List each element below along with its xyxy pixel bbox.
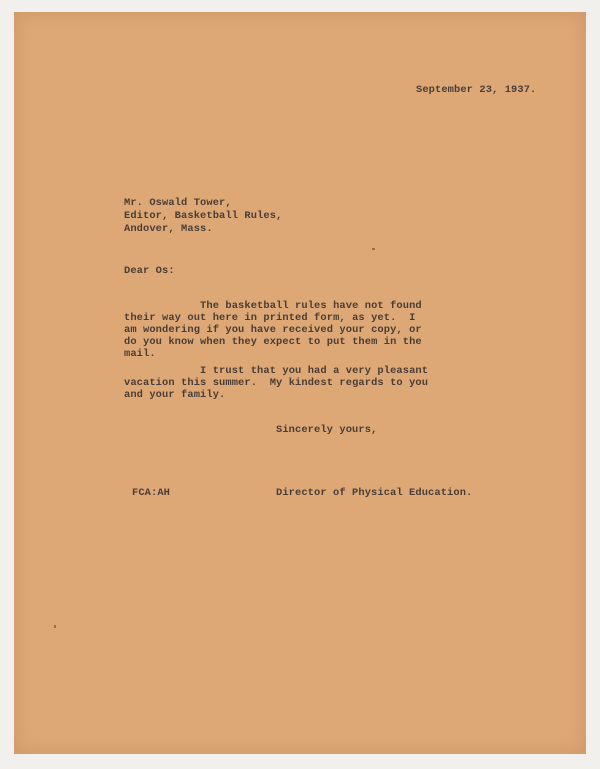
paragraph2-line: I trust that you had a very pleasant bbox=[124, 365, 429, 377]
paper-speck bbox=[372, 248, 375, 250]
paragraph2-line: vacation this summer. My kindest regards to you bbox=[124, 377, 429, 389]
reference-initials: FCA:AH bbox=[132, 487, 171, 499]
paragraph1-line: their way out here in printed form, as yet. I bbox=[124, 312, 416, 324]
paragraph2-line: and your family. bbox=[124, 389, 226, 401]
salutation: Dear Os: bbox=[124, 265, 175, 277]
paper-speck bbox=[54, 625, 56, 628]
paragraph1-line: mail. bbox=[124, 348, 156, 360]
signature-title: Director of Physical Education. bbox=[276, 487, 473, 499]
paragraph1-line: am wondering if you have received your copy, or bbox=[124, 324, 422, 336]
closing: Sincerely yours, bbox=[276, 424, 378, 436]
recipient-location: Andover, Mass. bbox=[124, 223, 213, 235]
letter-date: September 23, 1937. bbox=[416, 84, 537, 96]
paragraph1-line: The basketball rules have not found bbox=[124, 300, 422, 312]
paragraph1-line: do you know when they expect to put them in the bbox=[124, 336, 422, 348]
recipient-title: Editor, Basketball Rules, bbox=[124, 210, 283, 222]
recipient-name: Mr. Oswald Tower, bbox=[124, 197, 232, 209]
